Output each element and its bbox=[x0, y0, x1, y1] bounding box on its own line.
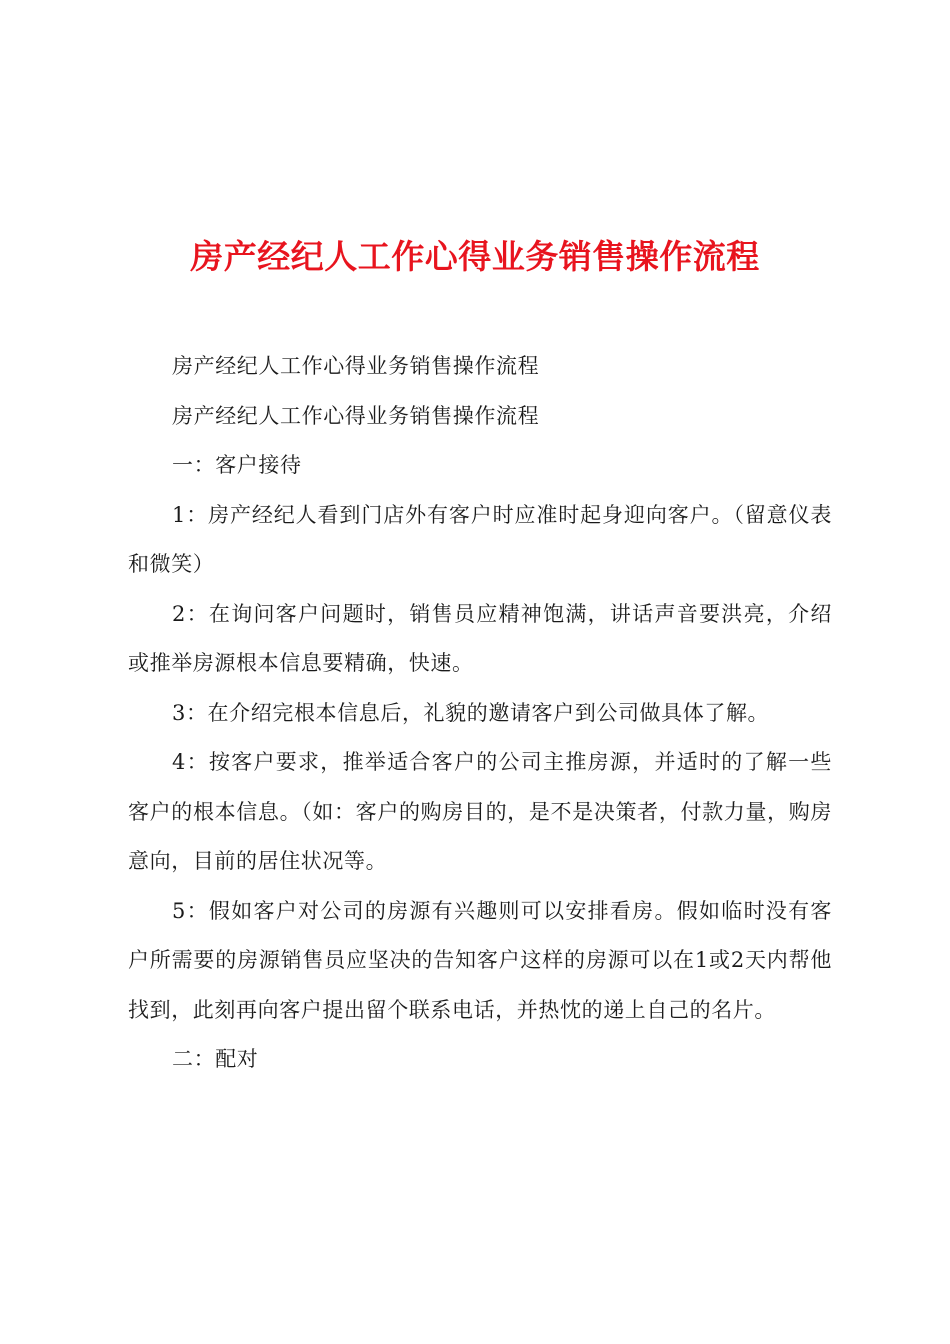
paragraph-step-2: 2：在询问客户问题时，销售员应精神饱满，讲话声音要洪亮，介绍或推举房源根本信息要精确，快速。 bbox=[128, 601, 832, 675]
section-heading-reception: 一：客户接待 bbox=[172, 453, 302, 477]
paragraph-step-1: 1：房产经纪人看到门店外有客户时应准时起身迎向客户。（留意仪表和微笑） bbox=[128, 502, 832, 576]
paragraph-step-5: 5：假如客户对公司的房源有兴趣则可以安排看房。假如临时没有客户所需要的房源销售员应坚决的告知客户这样的房源可以在1或2天内帮他找到，此刻再向客户提出留个联系电话，并热忱的递上自己的名片。 bbox=[128, 898, 832, 1022]
paragraph-step-3: 3：在介绍完根本信息后，礼貌的邀请客户到公司做具体了解。 bbox=[172, 700, 770, 725]
document-body bbox=[128, 342, 832, 1085]
paragraph-subtitle-1: 房产经纪人工作心得业务销售操作流程 bbox=[172, 354, 540, 378]
paragraph-subtitle-2: 房产经纪人工作心得业务销售操作流程 bbox=[172, 403, 540, 428]
section-heading-matching: 二：配对 bbox=[172, 1047, 259, 1071]
document-title: 房产经纪人工作心得业务销售操作流程 bbox=[190, 237, 760, 277]
paragraph-step-4: 4：按客户要求，推举适合客户的公司主推房源，并适时的了解一些客户的根本信息。（如：客户的购房目的，是不是决策者，付款力量，购房意向，目前的居住状况等。 bbox=[128, 750, 832, 873]
